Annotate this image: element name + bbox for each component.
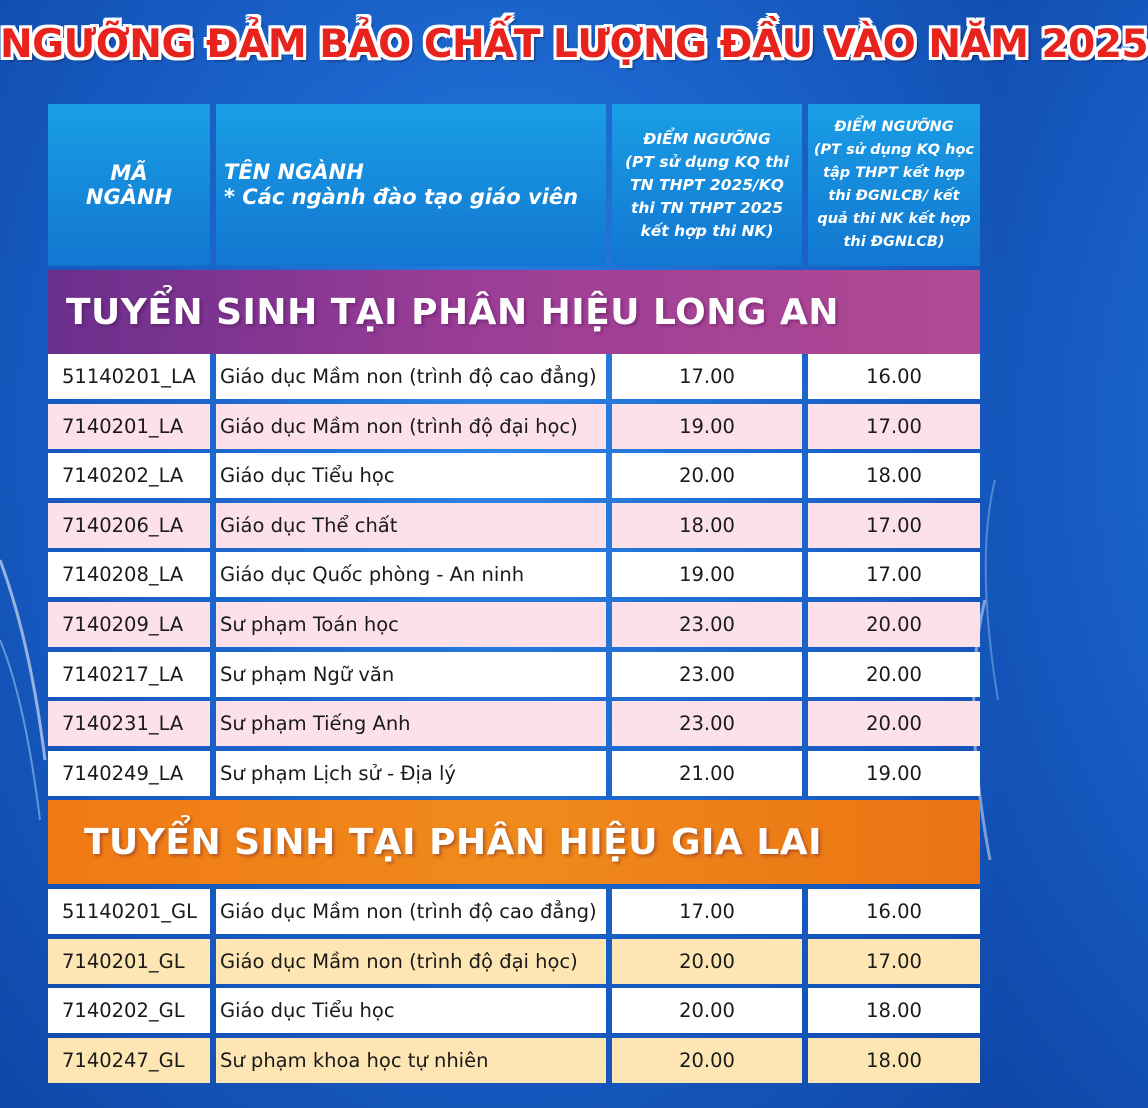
table-row [48,552,980,597]
major-name-cell: Giáo dục Mầm non (trình độ đại học) [216,939,606,984]
table-row [48,889,980,934]
table-row [48,652,980,697]
major-name-cell: Giáo dục Mầm non (trình độ cao đẳng) [216,889,606,934]
threshold-transcript-cell: 18.00 [808,453,980,498]
major-code-cell: 51140201_GL [48,889,210,934]
threshold-transcript-cell: 18.00 [808,1038,980,1083]
threshold-exam-cell: 23.00 [612,602,802,647]
section-long-an: TUYỂN SINH TẠI PHÂN HIỆU LONG AN [48,270,980,354]
header-major-name: TÊN NGÀNH * Các ngành đào tạo giáo viên [216,104,606,266]
major-name-cell: Giáo dục Mầm non (trình độ đại học) [216,404,606,449]
threshold-exam-cell: 20.00 [612,988,802,1033]
page-title: NGƯỠNG ĐẢM BẢO CHẤT LƯỢNG ĐẦU VÀO NĂM 2025 [0,22,1148,67]
table-row [48,1038,980,1083]
major-code-cell: 51140201_LA [48,354,210,399]
threshold-exam-cell: 20.00 [612,939,802,984]
table-row [48,701,980,746]
major-code-cell: 7140208_LA [48,552,210,597]
major-name-cell: Sư phạm Ngữ văn [216,652,606,697]
table-row [48,751,980,796]
major-code-cell: 7140201_GL [48,939,210,984]
major-name-cell: Sư phạm khoa học tự nhiên [216,1038,606,1083]
header-threshold-exam: ĐIỂM NGƯỠNG (PT sử dụng KQ thi TN THPT 2025/KQ thi TN THPT 2025 kết hợp thi NK) [612,104,802,266]
major-name-cell: Giáo dục Tiểu học [216,988,606,1033]
threshold-exam-cell: 17.00 [612,354,802,399]
threshold-exam-cell: 21.00 [612,751,802,796]
threshold-transcript-cell: 17.00 [808,503,980,548]
major-name-cell: Sư phạm Toán học [216,602,606,647]
major-name-cell: Giáo dục Thể chất [216,503,606,548]
table-header [48,104,980,266]
threshold-transcript-cell: 17.00 [808,552,980,597]
threshold-transcript-cell: 17.00 [808,404,980,449]
major-name-cell: Giáo dục Tiểu học [216,453,606,498]
major-name-cell: Sư phạm Lịch sử - Địa lý [216,751,606,796]
section-gia-lai: TUYỂN SINH TẠI PHÂN HIỆU GIA LAI [48,800,980,884]
threshold-transcript-cell: 19.00 [808,751,980,796]
major-code-cell: 7140206_LA [48,503,210,548]
table-row [48,939,980,984]
header-major-code: MÃ NGÀNH [48,104,210,266]
threshold-exam-cell: 23.00 [612,701,802,746]
major-code-cell: 7140249_LA [48,751,210,796]
major-code-cell: 7140217_LA [48,652,210,697]
threshold-exam-cell: 19.00 [612,552,802,597]
table-row [48,988,980,1033]
major-code-cell: 7140231_LA [48,701,210,746]
threshold-transcript-cell: 16.00 [808,889,980,934]
threshold-exam-cell: 17.00 [612,889,802,934]
table-row [48,503,980,548]
table-row [48,453,980,498]
threshold-transcript-cell: 18.00 [808,988,980,1033]
threshold-exam-cell: 18.00 [612,503,802,548]
table-row [48,602,980,647]
threshold-exam-cell: 20.00 [612,453,802,498]
threshold-transcript-cell: 17.00 [808,939,980,984]
header-threshold-transcript: ĐIỂM NGƯỠNG (PT sử dụng KQ học tập THPT kết hợp thi ĐGNLCB/ kết quả thi NK kết hợp thi ĐGNLCB) [808,104,980,266]
major-name-cell: Sư phạm Tiếng Anh [216,701,606,746]
threshold-transcript-cell: 16.00 [808,354,980,399]
major-code-cell: 7140209_LA [48,602,210,647]
threshold-exam-cell: 19.00 [612,404,802,449]
threshold-exam-cell: 20.00 [612,1038,802,1083]
table-row [48,354,980,399]
major-name-cell: Giáo dục Mầm non (trình độ cao đẳng) [216,354,606,399]
threshold-transcript-cell: 20.00 [808,652,980,697]
major-code-cell: 7140202_LA [48,453,210,498]
table-row [48,404,980,449]
threshold-exam-cell: 23.00 [612,652,802,697]
threshold-table [48,104,980,1084]
major-name-cell: Giáo dục Quốc phòng - An ninh [216,552,606,597]
threshold-transcript-cell: 20.00 [808,602,980,647]
major-code-cell: 7140202_GL [48,988,210,1033]
major-code-cell: 7140201_LA [48,404,210,449]
threshold-transcript-cell: 20.00 [808,701,980,746]
major-code-cell: 7140247_GL [48,1038,210,1083]
